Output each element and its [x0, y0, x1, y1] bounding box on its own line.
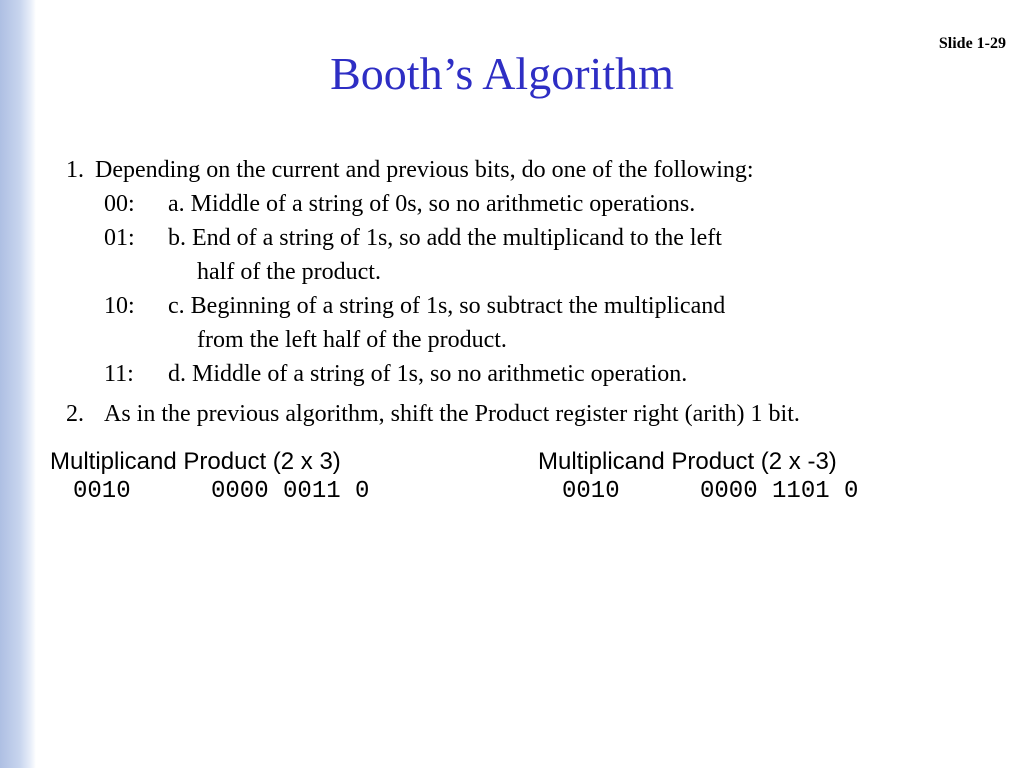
example2-header: Multiplicand Product (2 x -3) — [538, 448, 837, 475]
case-11-bits: 11: — [104, 361, 134, 387]
case-10-continuation: from the left half of the product. — [197, 327, 507, 353]
case-00-bits: 00: — [104, 191, 135, 217]
example1-header: Multiplicand Product (2 x 3) — [50, 448, 341, 475]
case-01-text: b. End of a string of 1s, so add the multiplicand to the left — [168, 225, 722, 251]
example1-product: 0000 0011 0 — [211, 478, 370, 505]
case-10-bits: 10: — [104, 293, 135, 319]
case-01-bits: 01: — [104, 225, 135, 251]
case-01-continuation: half of the product. — [197, 259, 381, 285]
example1-multiplicand: 0010 — [73, 478, 131, 505]
step2-number: 2. — [66, 401, 84, 427]
step1-text: Depending on the current and previous bits, do one of the following: — [95, 157, 754, 183]
case-10-text: c. Beginning of a string of 1s, so subtract the multiplicand — [168, 293, 726, 319]
slide-number: Slide 1-29 — [938, 35, 1006, 52]
example2-multiplicand: 0010 — [562, 478, 620, 505]
step2-text: As in the previous algorithm, shift the Product register right (arith) 1 bit. — [104, 401, 800, 427]
step1-number: 1. — [66, 157, 84, 183]
example2-product: 0000 1101 0 — [700, 478, 859, 505]
slide-title: Booth’s Algorithm — [330, 48, 674, 99]
case-11-text: d. Middle of a string of 1s, so no arithmetic operation. — [168, 361, 688, 387]
case-00-text: a. Middle of a string of 0s, so no arithmetic operations. — [168, 191, 696, 217]
side-gradient-bar — [0, 0, 36, 768]
